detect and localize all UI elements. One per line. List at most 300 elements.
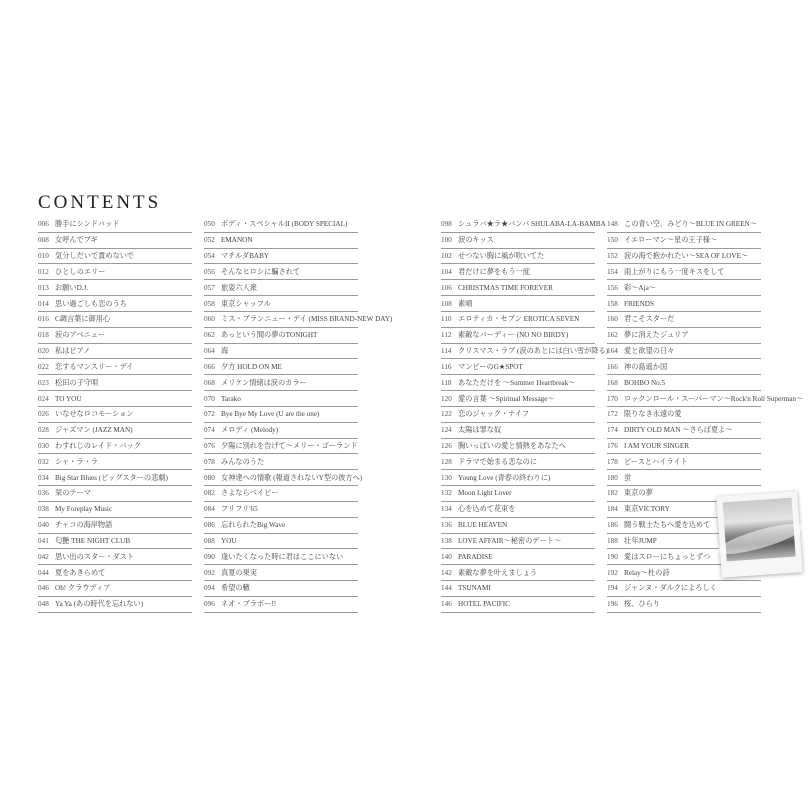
song-title: クリスマス・ラブ (涙のあとには白い雪が降る): [458, 347, 609, 356]
page-number: 048: [38, 600, 49, 609]
song-title: さよならベイビー: [221, 489, 279, 498]
song-title: 恋のジャック・ナイフ: [458, 410, 530, 419]
page-number: 074: [204, 426, 215, 435]
page-number: 054: [204, 252, 215, 261]
song-title: 思い過ごしも恋のうち: [55, 299, 127, 308]
page-number: 142: [441, 568, 452, 577]
toc-entry: [441, 344, 609, 360]
song-title: HOTEL PACIFIC: [458, 600, 510, 609]
song-title: ドラマで始まる恋なのに: [458, 457, 538, 466]
toc-entry: [607, 375, 761, 391]
page-number: 070: [204, 394, 215, 403]
toc-entry: [441, 534, 595, 550]
page-number: 194: [607, 584, 618, 593]
toc-entry: [38, 359, 192, 375]
song-title: そんなヒロシに騙されて: [221, 267, 301, 276]
song-title: エロティカ・セブン EROTICA SEVEN: [458, 315, 580, 324]
toc-entry: [441, 249, 595, 265]
song-title: 桜、ひらり: [624, 600, 660, 609]
page-number: 057: [204, 283, 215, 292]
song-title: 気分しだいで責めないで: [55, 252, 135, 261]
toc-entry: [38, 233, 192, 249]
song-title: 君こそスターだ: [624, 315, 675, 324]
song-title: 太陽は罪な奴: [458, 426, 502, 435]
page-number: 088: [204, 536, 215, 545]
toc-entry: [204, 375, 358, 391]
toc-entry: [441, 486, 595, 502]
song-title: 夢に消えたジュリア: [624, 331, 689, 340]
song-title: チャコの海岸物語: [55, 521, 113, 530]
page-number: 034: [38, 473, 49, 482]
page-number: 150: [607, 236, 618, 245]
page-number: 016: [38, 315, 49, 324]
toc-entry: [204, 280, 358, 296]
toc-entry: [441, 217, 606, 233]
song-title: 素敵なバーディー (NO NO BIRDY): [458, 331, 569, 340]
toc-entry: [204, 549, 358, 565]
toc-entry: [38, 549, 192, 565]
song-title: 涙の海で抱かれたい〜SEA OF LOVE〜: [624, 252, 749, 261]
toc-entry: [204, 470, 363, 486]
toc-entry: [607, 359, 761, 375]
song-title: 素敵な夢を叶えましょう: [458, 568, 538, 577]
song-title: ネオ・ブラボー!!: [221, 600, 277, 609]
song-title: マチルダBABY: [221, 252, 270, 261]
toc-entry: [204, 312, 393, 328]
toc-entry: [607, 423, 761, 439]
page-number: 066: [204, 362, 215, 371]
toc-entry: [607, 454, 761, 470]
page-number: 188: [607, 536, 618, 545]
song-title: EMANON: [221, 236, 253, 245]
toc-entry: [204, 233, 358, 249]
song-title: Bye Bye My Love (U are the one): [221, 410, 320, 419]
song-title: 彩〜Aja〜: [624, 283, 656, 292]
page-number: 146: [441, 600, 452, 609]
song-title: PARADISE: [458, 552, 493, 561]
page-number: 086: [204, 521, 215, 530]
page-number: 166: [607, 362, 618, 371]
toc-entry: [607, 328, 761, 344]
toc-entry: [38, 328, 192, 344]
song-title: 素晴: [458, 299, 473, 308]
toc-entry: [441, 565, 595, 581]
page-number: 032: [38, 457, 49, 466]
song-title: 夏をあきらめて: [55, 568, 106, 577]
toc-entry: [38, 217, 192, 233]
song-title: Big Star Blues (ビッグスターの悲劇): [55, 473, 168, 482]
page-number: 012: [38, 267, 49, 276]
page-number: 084: [204, 505, 215, 514]
toc-entry: [607, 249, 761, 265]
toc-entry: [607, 407, 761, 423]
toc-entry: [441, 233, 595, 249]
song-title: 海: [221, 347, 229, 356]
page-number: 014: [38, 299, 49, 308]
toc-entry: [607, 312, 761, 328]
page-number: 026: [38, 410, 49, 419]
toc-entry: [441, 549, 595, 565]
toc-entry: [38, 581, 192, 597]
toc-entry: [38, 391, 192, 407]
page-number: 128: [441, 457, 452, 466]
page-number: 186: [607, 521, 618, 530]
song-title: 女神達への情歌 (報道されないY型の彼方へ): [221, 473, 363, 482]
toc-entry: [607, 217, 761, 233]
toc-entry: [204, 249, 358, 265]
toc-entry: [204, 344, 358, 360]
page-number: 022: [38, 362, 49, 371]
song-title: お願いD.J.: [55, 283, 89, 292]
song-title: 旅姿六人衆: [221, 283, 257, 292]
toc-entry: [441, 391, 595, 407]
page-number: 148: [607, 220, 618, 229]
song-title: Oh! クラウディア: [55, 584, 111, 593]
toc-entry: [441, 439, 595, 455]
polaroid-photo: [716, 491, 802, 577]
toc-entry: [441, 296, 595, 312]
toc-entry: [441, 597, 595, 613]
toc-entry: [38, 249, 192, 265]
song-title: 東京シャッフル: [221, 299, 271, 308]
page-number: 124: [441, 426, 452, 435]
song-title: TSUNAMI: [458, 584, 491, 593]
song-title: あなただけを 〜Summer Heartbreak〜: [458, 378, 576, 387]
song-title: C調言葉に御用心: [55, 315, 111, 324]
song-title: FRIENDS: [624, 299, 654, 308]
song-title: 心を込めて花束を: [458, 505, 516, 514]
song-title: ひとしのエリー: [55, 267, 106, 276]
song-title: ジャンヌ・ダルクによろしく: [624, 584, 717, 593]
toc-entry: [204, 407, 358, 423]
page-number: 076: [204, 442, 215, 450]
page-number: 013: [38, 283, 49, 292]
page-number: 041: [38, 536, 49, 545]
page-number: 020: [38, 347, 49, 356]
page-number: 136: [441, 521, 452, 530]
song-title: シャ・ラ・ラ: [55, 457, 98, 466]
song-title: 雨上がりにもう一度キスをして: [624, 267, 725, 276]
toc-entry: [38, 470, 192, 486]
song-title: I AM YOUR SINGER: [624, 442, 690, 450]
toc-entry: [38, 423, 192, 439]
song-title: Tarako: [221, 394, 241, 403]
song-title: ピースとハイライト: [624, 457, 688, 466]
toc-entry: [38, 565, 192, 581]
toc-entry: [38, 597, 192, 613]
page-number: 176: [607, 442, 618, 450]
page-number: 060: [204, 315, 215, 324]
song-title: LOVE AFFAIR〜秘密のデート〜: [458, 536, 562, 545]
song-title: イエローマン〜星の王子様〜: [624, 236, 718, 245]
page-title: CONTENTS: [38, 192, 162, 213]
toc-entry: [441, 423, 595, 439]
toc-entry: [204, 534, 358, 550]
page-number: 122: [441, 410, 452, 419]
toc-entry: [441, 280, 595, 296]
toc-entry: [441, 581, 595, 597]
page-number: 108: [441, 299, 452, 308]
song-title: みんなのうた: [221, 457, 265, 466]
toc-entry: [441, 312, 595, 328]
song-title: TO YOU: [55, 394, 82, 403]
page-number: 028: [38, 426, 49, 435]
page-number: 174: [607, 426, 618, 435]
song-title: 神の島遥か国: [624, 362, 668, 371]
song-title: ロックンロール・スーパーマン〜Rock'n Roll Superman〜: [624, 394, 804, 403]
toc-entry: [38, 296, 192, 312]
toc-entry: [441, 502, 595, 518]
page-number: 023: [38, 378, 49, 387]
song-title: 涙のキッス: [458, 236, 494, 245]
page-number: 106: [441, 283, 452, 292]
toc-entry: [204, 597, 358, 613]
page-number: 114: [441, 347, 452, 356]
page-number: 138: [441, 536, 452, 545]
song-title: 真夏の果実: [221, 568, 257, 577]
song-title: 限りなき永遠の愛: [624, 410, 682, 419]
toc-entry: [38, 502, 192, 518]
page-number: 024: [38, 394, 49, 403]
song-title: Moon Light Lover: [458, 489, 512, 498]
page-number: 064: [204, 347, 215, 356]
page-number: 104: [441, 267, 452, 276]
page-number: 116: [441, 362, 452, 371]
song-title: 闘う戦士たちへ愛を込めて: [624, 521, 711, 530]
toc-entry: [38, 439, 192, 455]
page-number: 158: [607, 299, 618, 308]
page-number: 180: [607, 473, 618, 482]
song-title: この青い空、みどり〜BLUE IN GREEN〜: [624, 220, 757, 229]
toc-entry: [607, 344, 761, 360]
page-number: 050: [204, 220, 215, 229]
song-title: CHRISTMAS TIME FOREVER: [458, 283, 553, 292]
song-title: ジャズマン (JAZZ MAN): [55, 426, 133, 435]
toc-column-3: [441, 217, 609, 613]
page-number: 156: [607, 283, 618, 292]
page-number: 072: [204, 410, 215, 419]
page-number: 080: [204, 473, 215, 482]
song-title: 匂艶 THE NIGHT CLUB: [55, 536, 131, 545]
toc-entry: [38, 312, 192, 328]
page-number: 196: [607, 600, 618, 609]
song-title: BOHBO No.5: [624, 378, 666, 387]
toc-entry: [204, 454, 358, 470]
song-title: ボディ・スペシャルII (BODY SPECIAL): [221, 220, 348, 229]
toc-entry: [441, 264, 595, 280]
toc-entry: [204, 328, 358, 344]
page-number: 082: [204, 489, 215, 498]
toc-entry: [204, 581, 358, 597]
page-number: 036: [38, 489, 49, 498]
song-title: シュラバ★ラ★バンバ SHULABA-LA-BAMBA: [458, 220, 606, 229]
song-title: 希望の轍: [221, 584, 250, 593]
page-number: 184: [607, 505, 618, 514]
song-title: 夕方 HOLD ON ME: [221, 362, 282, 371]
toc-entry: [38, 344, 192, 360]
toc-entry: [441, 407, 595, 423]
page-number: 010: [38, 252, 49, 261]
page-number: 132: [441, 489, 452, 498]
page-number: 162: [607, 331, 618, 340]
page-number: 140: [441, 552, 452, 561]
toc-entry: [607, 597, 761, 613]
page-number: 030: [38, 442, 49, 450]
toc-entry: [204, 296, 358, 312]
page-number: 154: [607, 267, 618, 276]
beach-image: [723, 498, 796, 562]
toc-entry: [607, 296, 761, 312]
toc-entry: [204, 565, 358, 581]
song-title: 勝手にシンドバッド: [55, 220, 120, 229]
toc-entry: [38, 375, 192, 391]
toc-entry: [204, 423, 358, 439]
toc-entry: [441, 375, 595, 391]
page-number: 152: [607, 252, 618, 261]
song-title: Young Love (青春の終わりに): [458, 473, 551, 482]
song-title: 東京VICTORY: [624, 505, 670, 514]
toc-entry: [38, 264, 192, 280]
toc-entry: [607, 391, 804, 407]
toc-entry: [38, 280, 192, 296]
page-number: 170: [607, 394, 618, 403]
page-number: 094: [204, 584, 215, 593]
page-number: 134: [441, 505, 452, 514]
song-title: 胸いっぱいの愛と情熱をあなたへ: [458, 442, 566, 450]
toc-entry: [607, 233, 761, 249]
page-number: 018: [38, 331, 49, 340]
song-title: いなせなロコモーション: [55, 410, 134, 419]
song-title: メロディ (Melody): [221, 426, 279, 435]
song-title: 蛍: [624, 473, 632, 482]
page-number: 126: [441, 442, 452, 450]
page-number: 044: [38, 568, 49, 577]
page-number: 068: [204, 378, 215, 387]
page-number: 172: [607, 410, 618, 419]
page-number: 178: [607, 457, 618, 466]
page-number: 046: [38, 584, 49, 593]
song-title: Relay〜杜の詩: [624, 568, 670, 577]
page-number: 090: [204, 552, 215, 561]
page-number: 056: [204, 267, 215, 276]
page-number: 006: [38, 220, 49, 229]
page-number: 092: [204, 568, 215, 577]
page-number: 008: [38, 236, 49, 245]
toc-entry: [607, 439, 761, 455]
song-title: BLUE HEAVEN: [458, 521, 508, 530]
toc-entry: [38, 534, 192, 550]
toc-entry: [204, 264, 358, 280]
song-title: あっという間の夢のTONIGHT: [221, 331, 318, 340]
song-title: Ya Ya (あの時代を忘れない): [55, 600, 144, 609]
page-number: 164: [607, 347, 618, 356]
page-number: 168: [607, 378, 618, 387]
toc-entry: [204, 486, 358, 502]
toc-entry: [204, 502, 358, 518]
song-title: 愛はスローにちょっとずつ: [624, 552, 711, 561]
song-title: 恋するマンスリー・デイ: [55, 362, 134, 371]
song-title: 涙のアベニュー: [55, 331, 106, 340]
song-title: 愛と欲望の日々: [624, 347, 675, 356]
song-title: YOU: [221, 536, 237, 545]
song-title: メリケン情緒は涙のカラー: [221, 378, 307, 387]
toc-entry: [204, 359, 358, 375]
song-title: 忘れられたBig Wave: [221, 521, 286, 530]
page-number: 160: [607, 315, 618, 324]
page-number: 192: [607, 568, 618, 577]
song-title: 栞のテーマ: [55, 489, 91, 498]
song-title: マンピーのG★SPOT: [458, 362, 523, 371]
song-title: DIRTY OLD MAN 〜さらば夏よ〜: [624, 426, 733, 435]
song-title: ミス・ブランニュー・デイ (MISS BRAND-NEW DAY): [221, 315, 393, 324]
song-title: My Foreplay Music: [55, 505, 113, 514]
song-title: せつない胸に風が吹いてた: [458, 252, 545, 261]
song-title: 君だけに夢をもう一度: [458, 267, 530, 276]
page-number: 038: [38, 505, 49, 514]
toc-entry: [204, 217, 358, 233]
song-title: 愛の言葉 〜Spiritual Message〜: [458, 394, 555, 403]
page-number: 110: [441, 315, 452, 324]
toc-entry: [38, 518, 192, 534]
song-title: 東京の夢: [624, 489, 653, 498]
page-number: 182: [607, 489, 618, 498]
toc-entry: [607, 581, 761, 597]
page-number: 118: [441, 378, 452, 387]
page-number: 144: [441, 584, 452, 593]
page-number: 098: [441, 220, 452, 229]
toc-entry: [441, 470, 595, 486]
page-number: 102: [441, 252, 452, 261]
toc-entry: [204, 439, 358, 455]
song-title: 私はピアノ: [55, 347, 91, 356]
page-number: 042: [38, 552, 49, 561]
song-title: 女呼んでブギ: [55, 236, 98, 245]
toc-entry: [607, 280, 761, 296]
toc-entry: [441, 359, 595, 375]
page-number: 112: [441, 331, 452, 340]
toc-entry: [204, 391, 358, 407]
song-title: 思い出のスター・ダスト: [55, 552, 135, 561]
page-number: 062: [204, 331, 215, 340]
song-title: フリフリ'65: [221, 505, 258, 514]
toc-entry: [38, 486, 192, 502]
song-title: わすれじのレイド・バック: [55, 442, 141, 450]
song-title: 夕陽に別れを告げて〜メリー・ゴーランド: [221, 442, 358, 450]
toc-entry: [441, 454, 595, 470]
toc-entry: [607, 264, 761, 280]
toc-entry: [441, 328, 595, 344]
toc-column-1: [38, 217, 192, 613]
song-title: 壮年JUMP: [624, 536, 657, 545]
page-number: 120: [441, 394, 452, 403]
toc-column-2: [204, 217, 393, 613]
page-number: 100: [441, 236, 452, 245]
page-number: 130: [441, 473, 452, 482]
page-number: 096: [204, 600, 215, 609]
page-number: 040: [38, 521, 49, 530]
page-number: 190: [607, 552, 618, 561]
song-title: 松田の子守唄: [55, 378, 99, 387]
page-number: 052: [204, 236, 215, 245]
toc-entry: [38, 454, 192, 470]
page-number: 078: [204, 457, 215, 466]
toc-entry: [441, 518, 595, 534]
page-number: 058: [204, 299, 215, 308]
toc-entry: [607, 470, 761, 486]
song-title: 逢いたくなった時に君はここにいない: [221, 552, 344, 561]
toc-entry: [38, 407, 192, 423]
toc-entry: [204, 518, 358, 534]
